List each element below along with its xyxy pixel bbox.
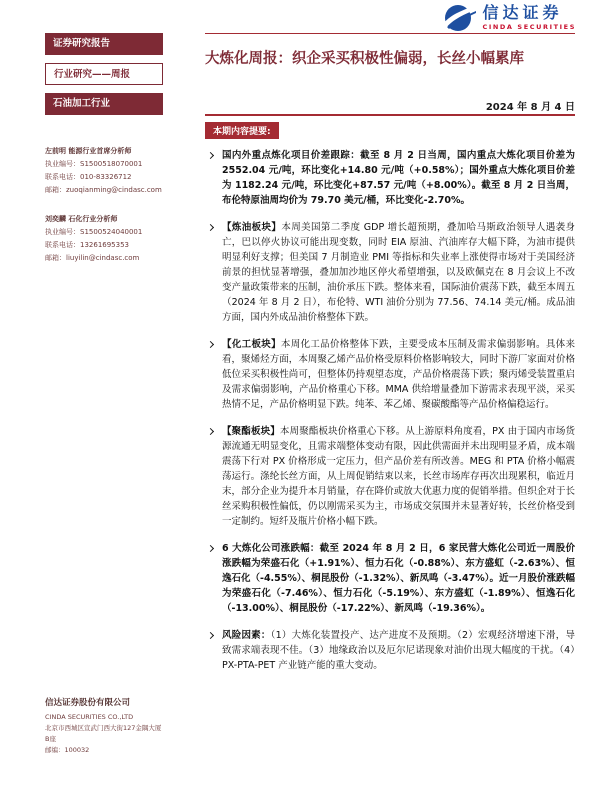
analyst-phone: 联系电话：010-83326712 <box>45 173 132 181</box>
bullet-item-stock-performance <box>205 541 575 616</box>
analyst-email: 邮箱：zuoqianming@cindasc.com <box>45 186 162 194</box>
company-name-en: CINDA SECURITIES CO.,LTD <box>45 713 134 721</box>
analyst-phone: 联系电话：13261695353 <box>45 241 129 249</box>
bullet-body: 本周美国第二季度 GDP 增长超预期，叠加哈马斯政治领导人遇袭身亡，巴以停火协议可能出现变数，同时 EIA 原油、汽油库存大幅下降，为油市提供明显利好支撑；但美国 7 月制造业 PMI 等指标和失业率上涨使得市场对于美国经济前景的担忧显著增强，叠加加沙地区停火希望增强，以及欧佩克在 8 月会议上不改变产量政策带来的压制，油价承压下跌。整体来看，国际油价震荡下跌，截至本周五（2024 年 8 月 2 日），布伦特、WTI 油价分别为 77.56、74.14 美元/桶。成品油方面，国内外成品油价格整体下跌。 <box>222 222 575 323</box>
brand-name-cn: 信达证券 <box>482 3 563 23</box>
report-title: 大炼化周报：织企采买积极性偏弱，长丝小幅累库 <box>205 51 524 67</box>
bullet-lead: 风险因素： <box>222 630 271 641</box>
bullet-body: （1）大炼化装置投产、达产进度不及预期。（2）宏观经济增速下滑，导致需求端表现不佳。（3）地缘政治以及厄尔尼诺现象对油价出现大幅度的干扰。（4）PX-PTA-PET 产业链产能的重大变动。 <box>222 630 575 671</box>
brand-logo <box>443 3 577 33</box>
industry-badge: 石油加工行业 <box>45 93 163 115</box>
analyst-name: 刘奕麟 石化行业分析师 <box>45 215 118 223</box>
date-divider <box>205 114 575 116</box>
sidebar <box>45 33 163 760</box>
bullet-item-polyester <box>205 424 575 529</box>
company-info <box>45 698 163 760</box>
report-date: 2024 年 8 月 4 日 <box>485 102 575 113</box>
cinda-globe-icon <box>443 3 477 33</box>
research-type-badge: 行业研究——周报 <box>45 63 163 85</box>
bullet-arrow-icon <box>207 340 214 347</box>
bullet-item-refining <box>205 220 575 325</box>
brand-text <box>483 5 577 31</box>
bullet-lead: 【化工板块】 <box>222 339 281 350</box>
bullet-body: 本周化工品价格整体下跌，主要受成本压制及需求偏弱影响。具体来看，聚烯烃方面，本周聚乙烯产品价格受原料价格影响较大，同时下游厂家面对价格低位采买积极性尚可，但整体仍持观望态度，产品价格震荡下跌；聚丙烯受装置重启及需求偏弱影响，产品价格重心下移。MMA 供给增量叠加下游需求表现平淡，采买热情不足，产品价格明显下跌。纯苯、苯乙烯、聚碳酸酯等产品价格偏稳运行。 <box>222 339 575 410</box>
bullet-item-chemicals <box>205 337 575 412</box>
bullet-arrow-icon <box>207 631 214 638</box>
bullet-lead: 6 大炼化公司涨跌幅： <box>222 543 320 554</box>
bullet-lead: 国内外重点炼化项目价差跟踪： <box>222 150 361 161</box>
bullet-item-risk-factors <box>205 628 575 673</box>
analyst-license: 执业编号：S1500518070001 <box>45 160 143 168</box>
bullet-body: 截至 2024 年 8 月 2 日，6 家民营大炼化公司近一周股价涨跌幅为荣盛石化（+1.91%）、恒力石化（-0.88%）、东方盛虹（-2.63%）、恒逸石化（-4.55%）、桐昆股份（-1.32%）、新凤鸣（-3.47%）。近一月股价涨跌幅为荣盛石化（-7.46%）、恒力石化（-5.19%）、东方盛虹（-1.89%）、恒逸石化（-13.00%）、桐昆股份（-17.22%）、新凤鸣（-19.36%）。 <box>222 543 575 614</box>
company-name-cn: 信达证券股份有限公司 <box>45 698 131 708</box>
summary-bullet-list <box>205 148 575 685</box>
analyst-license: 执业编号：S1500524040001 <box>45 228 143 236</box>
bullet-arrow-icon <box>207 151 214 158</box>
header-divider <box>205 33 575 34</box>
summary-label: 本期内容提要: <box>205 122 279 139</box>
analyst-email: 邮箱：liuyilin@cindasc.com <box>45 254 140 262</box>
analyst-card <box>45 213 163 265</box>
analyst-name: 左前明 能源行业首席分析师 <box>45 147 132 155</box>
bullet-lead: 【聚酯板块】 <box>222 426 280 437</box>
brand-name-en: CINDA SECURITIES <box>482 22 576 31</box>
bullet-item-spread-tracking <box>205 148 575 208</box>
bullet-body: 本周聚酯板块价格重心下移。从上游原料角度看，PX 由于国内市场货源流通无明显变化，且需求端整体变动有限，因此供需面并未出现明显矛盾，成本端震荡下行对 PX 价格形成一定压力，但产品价差有所改善。MEG 和 PTA 价格小幅震荡运行。涤纶长丝方面，从上周促销结束以来，长丝市场库存再次出现累积，临近月末，部分企业为提升本月销量，存在降价或放大优惠力度的促销举措。但织企对于长丝采购积极性偏低，仍以刚需采买为主，市场成交氛围并未显著好转，长丝价格受到一定制约。短纤及瓶片价格小幅下跌。 <box>222 426 575 527</box>
company-address: 北京市西城区宣武门西大街127金隅大厦B座 <box>45 724 162 743</box>
bullet-lead: 【炼油板块】 <box>222 222 282 233</box>
analyst-list <box>45 145 163 281</box>
bullet-arrow-icon <box>207 223 214 230</box>
company-postcode: 邮编：100032 <box>45 746 90 754</box>
report-type-badge: 证券研究报告 <box>45 33 163 55</box>
bullet-body: 截至 8 月 2 日当周，国内重点大炼化项目价差为 2552.04 元/吨，环比变化+14.80 元/吨（+0.58%）；国外重点大炼化项目价差为 1182.24 元/吨，环比变化+87.57 元/吨（+8.00%）。截至 8 月 2 日当周，布伦特原油周均价为 79.70 美元/桶，环比变化-2.70%。 <box>222 150 575 206</box>
bullet-arrow-icon <box>207 427 214 434</box>
bullet-arrow-icon <box>207 544 214 551</box>
analyst-card <box>45 145 163 197</box>
